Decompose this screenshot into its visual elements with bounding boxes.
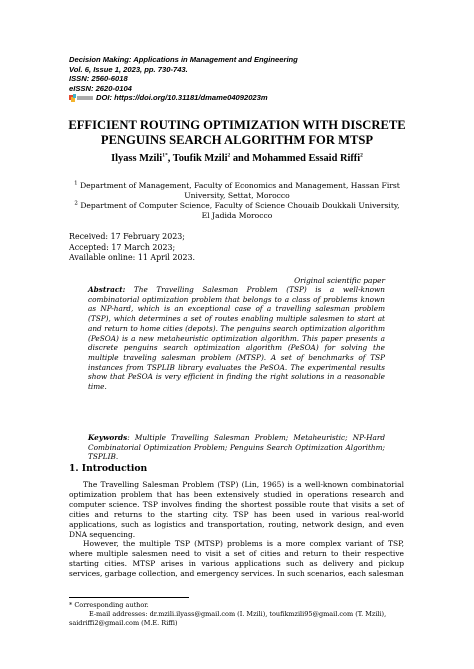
affiliation [70,181,404,201]
paragraph: The Travelling Salesman Problem (TSP) (Lin, 1965) is a well-known combinatorial optimization problem that has been extensively studied in operations research and computer science. TSP involves finding the shortest possible route that visits a set of cities and returns to the starting city. TSP has been used in various real-world applications, such as logistics and transportation, routing, network design, and even DNA sequencing. [69,480,404,539]
paper-title: EFFICIENT ROUTING OPTIMIZATION WITH DISCRETE PENGUINS SEARCH ALGORITHM FOR MTSP [68,118,406,147]
author-name: Toufik Mzili [172,153,228,164]
abstract-label: Abstract: [88,285,126,294]
journal-name: Decision Making: Applications in Management and Engineering [69,55,298,64]
crossref-logo-icon[interactable] [69,94,94,102]
author-list [40,152,434,165]
paper-type: Original scientific paper [294,276,385,285]
author-marker: 2 [227,152,231,159]
author-name: Mohammed Essaid Riffi [252,153,361,164]
footnote-divider [69,597,189,598]
paragraph: However, the multiple TSP (MTSP) problems is a more complex variant of TSP, where multiple salesmen need to visit a set of cities and return to their respective starting cities. MTSP arises in various applications such as delivery and pickup services, garbage collection, and emergency services. In such scenarios, each salesman [69,539,404,579]
online-date: Available online: 11 April 2023. [69,253,196,262]
affiliation [70,201,404,221]
author-marker: 2 [360,152,363,159]
affiliation-text: Department of Computer Science, Faculty of Science Chouaib Doukkali University, El Jadida Morocco [80,201,400,220]
doi-line [69,93,399,103]
abstract [88,285,385,392]
article-dates [69,232,195,264]
journal-header [69,55,399,103]
received-date: Received: 17 February 2023; [69,232,185,241]
author-name: Ilyass Mzili [111,153,163,164]
affiliation-marker: 1 [74,180,78,187]
keywords [88,433,385,462]
author-marker: 1* [162,152,168,159]
affiliation-marker: 2 [74,200,78,207]
doi-link[interactable]: DOI: https://doi.org/10.31181/dmame04092023m [96,93,268,103]
footnote [69,601,404,628]
keywords-text: : Multiple Travelling Salesman Problem; Metaheuristic; NP-Hard Combinatorial Optimization Problem; Penguins Search Optimization Algorithm; TSPLIB. [88,433,385,462]
email-addresses: E-mail addresses: dr.mzili.ilyass@gmail.com (I. Mzili), toufikmzili95@gmail.com (T. Mzili), saidriffi2@gmail.com (M.E. Riffi) [69,610,387,627]
journal-eissn: eISSN: 2620-0104 [69,83,132,93]
abstract-text: The Travelling Salesman Problem (TSP) is a well-known combinatorial optimization problem that belongs to a class of problems known as NP-hard, which is an exceptional case of a travelling salesman problem (TSP), which determines a set of routes enabling multiple salesmen to start at and return to home cities (depots). The penguins search optimization algorithm (PeSOA) is a new metaheuristic optimization algorithm. This paper presents a discrete penguins search optimization algorithm (PeSOA) for solving the multiple traveling salesman problem (MTSP). A set of benchmarks of TSP instances from TSPLIB library evaluates the PeSOA. The experimental results show that PeSOA is very efficient in finding the right solutions in a reasonable time. [88,285,385,392]
keywords-label: Keywords [88,433,128,442]
introduction-body [69,480,404,579]
journal-volume: Vol. 6, Issue 1, 2023, pp. 730-743. [69,64,188,74]
author-separator: , [167,153,173,164]
author-separator: and [230,153,253,164]
affiliation-text: Department of Management, Faculty of Economics and Management, Hassan First University, Settat, Morocco [80,181,400,200]
accepted-date: Accepted: 17 March 2023; [69,242,176,252]
section-heading: 1. Introduction [69,463,148,474]
corresponding-author-note: * Corresponding author. [69,601,149,609]
journal-issn: ISSN: 2560-6018 [69,74,128,84]
